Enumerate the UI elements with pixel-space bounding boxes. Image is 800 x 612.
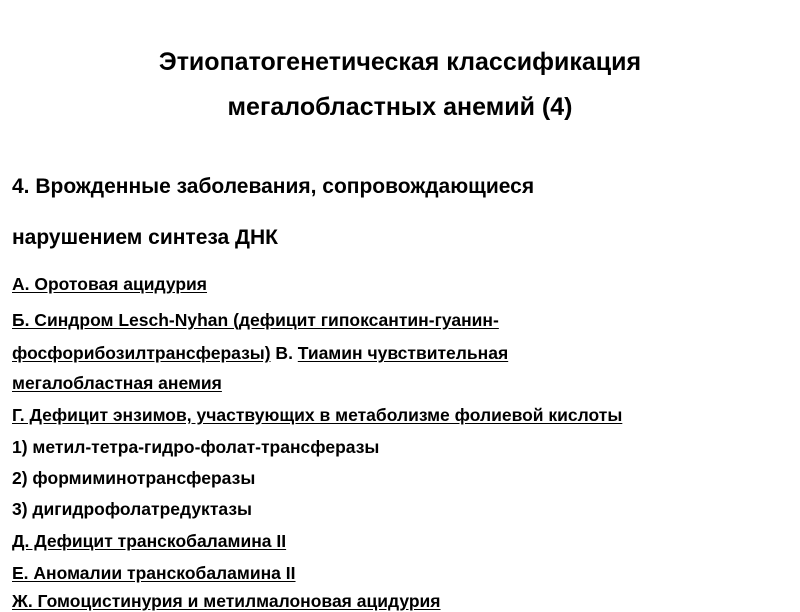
item-g-3: 3) дигидрофолатредуктазы <box>12 499 252 519</box>
item-v-line-2: мегалобластная анемия <box>12 373 222 393</box>
item-g: Г. Дефицит энзимов, участвующих в метаболизме фолиевой кислоты <box>12 405 623 425</box>
slide-title-line-2: мегалобластных анемий (4) <box>227 93 573 121</box>
item-g-1: 1) метил-тетра-гидро-фолат-трансферазы <box>12 437 380 457</box>
item-zh: Ж. Гомоцистинурия и метилмалоновая ацидурия <box>12 591 441 611</box>
item-d: Д. Дефицит транскобаламина II <box>12 531 287 551</box>
section-heading-line-2: нарушением синтеза ДНК <box>12 226 278 249</box>
section-heading-line-1: 4. Врожденные заболевания, сопровождающиеся <box>12 175 535 198</box>
item-g-2: 2) формиминотрансферазы <box>12 468 256 488</box>
item-b-v-line <box>12 342 508 364</box>
item-e: Е. Аномалии транскобаламина II <box>12 563 296 583</box>
item-b-line-2: фосфорибозилтрансферазы) <box>12 343 271 363</box>
slide-title-line-1: Этиопатогенетическая классификация <box>158 48 642 76</box>
item-b-line-1: Б. Синдром Lesch-Nyhan (дефицит гипоксантин-гуанин- <box>12 310 499 330</box>
item-a: А. Оротовая ацидурия <box>12 274 208 294</box>
item-v-line-1: Тиамин чувствительная <box>297 343 509 363</box>
item-v-letter: В. <box>270 343 298 363</box>
